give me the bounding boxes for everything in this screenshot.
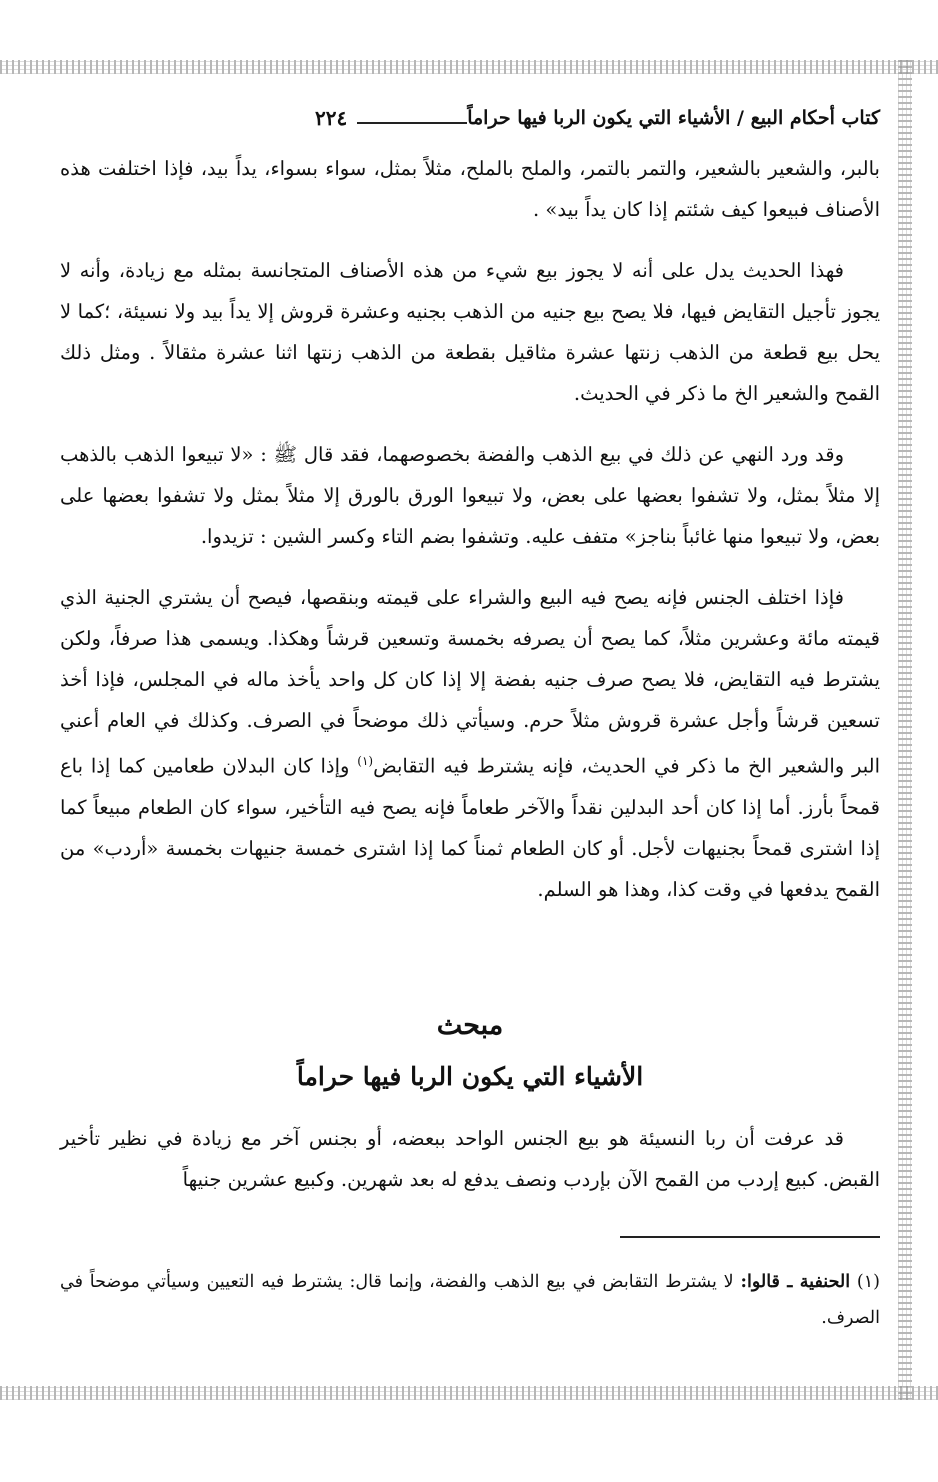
paragraph-4-continued: وإذا كان البدلان طعامين كما إذا باع قمحاً بأرز. أما إذا كان أحد البدلين نقداً والآخر طعاماً فإنه يصح فيه التأخير، سواء كان الطعام مبيعاً كما إذا اشترى قمحاً بجنيهات لأجل. أو كان الطعام ثمناً كما إذا اشترى خمسة جنيهات بخمسة «أردب» من القمح يدفعها في وقت كذا، وهذا هو السلم.: [60, 754, 880, 901]
running-title: كتاب أحكام البيع / الأشياء التي يكون الربا فيها حراماً: [467, 107, 880, 129]
page-border-bottom: [0, 1386, 938, 1400]
paragraph-2: فهذا الحديث يدل على أنه لا يجوز بيع شيء من هذه الأصناف المتجانسة بمثله مع زيادة، وأنه لا يجوز تأجيل التقايض فيها، فلا يصح بيع جنيه من الذهب بجنيه وعشرة قروش إلا يداً بيد ولا نسيئة، ؛كما لا يحل بيع قطعة من الذهب زنتها عشرة مثاقيل بقطعة من الذهب زنتها اثنا عشرة مثقالاً . ومثل ذلك القمح والشعير الخ ما ذكر في الحديث.: [60, 259, 880, 405]
section-text-block: [60, 1118, 880, 1200]
section-title: الأشياء التي يكون الربا فيها حراماً: [296, 1062, 644, 1091]
paragraph-3: وقد ورد النهي عن ذلك في بيع الذهب والفضة بخصوصهما، فقد قال ﷺ : «لا تبيعوا الذهب بالذهب إلا مثلاً بمثل، ولا تشفوا بعضها على بعض، ولا تبيعوا الورق بالورق إلا مثلاً بمثل ولا تشفوا بعضها على بعض، ولا تبيعوا منها غائباً بناجز» متفف عليه. وتشفوا بضم التاء وكسر الشين : تزيدوا.: [60, 443, 880, 548]
paragraph-4-text: فإذا اختلف الجنس فإنه يصح فيه البيع والشراء على قيمته وبنقصها، فيصح أن يشتري الجنية الذي قيمته مائة وعشرين مثلاً، كما يصح أن يصرفه بخمسة وتسعين قرشاً وهكذا. ويسمى هذا صرفاً، ولكن يشترط فيه التقايض، فلا يصح صرف جنيه بفضة إلا إذا كان كل واحد يأخذ ماله في المجلس، فإذا أخذ تسعين قرشاً وأجل عشرة قروش مثلاً حرم. وسيأتي ذلك موضحاً في الصرف. وكذلك في العام أعني البر والشعير الخ ما ذكر في الحديث، فإنه يشترط فيه التقابض: [60, 586, 880, 778]
section-paragraph: قد عرفت أن ربا النسيئة هو بيع الجنس الواحد ببعضه، أو بجنس آخر مع زيادة في نظير تأخير القبض. كبيع إردب من القمح الآن بإردب ونصف يدفع له بعد شهرين. وكبيع عشرين جنيهاً: [60, 1127, 880, 1191]
main-text: [60, 148, 880, 910]
page-border-top: [0, 60, 938, 74]
footnote-label: الحنفية ـ قالوا:: [740, 1272, 851, 1292]
header-rule: [357, 122, 467, 124]
section-label: مبحث: [436, 1010, 504, 1041]
paragraph-4: [60, 577, 880, 910]
page-number: ٢٢٤: [314, 106, 348, 130]
page-header: [60, 100, 880, 136]
footnote-text: لا يشترط التقابض في بيع الذهب والفضة، وإنما قال: يشترط فيه التعيين وسيأتي موضحاً في الصرف.: [60, 1272, 880, 1328]
footnote-reference[interactable]: (١): [357, 754, 374, 768]
page-border-right: [898, 60, 912, 1400]
paragraph-1: بالبر، والشعير بالشعير، والتمر بالتمر، والملح بالملح، مثلاً بمثل، سواء بسواء، يداً بيد، فإذا اختلفت هذه الأصناف فبيعوا كيف شئتم إذا كان يداً بيد» .: [60, 157, 880, 221]
footnote-marker: (١): [856, 1272, 880, 1292]
footnote-separator: [620, 1236, 880, 1238]
footnote: [60, 1264, 880, 1336]
